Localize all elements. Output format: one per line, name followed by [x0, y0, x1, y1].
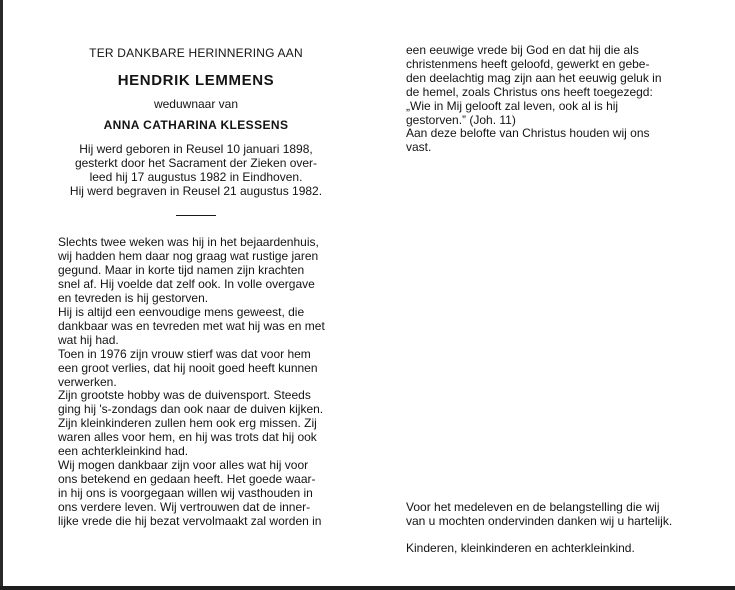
- text-line: een achterkleinkind had.: [58, 444, 189, 459]
- text-line: Hij is altijd een eenvoudige mens geweest, die: [58, 304, 305, 319]
- bio-line: Hij werd geboren in Reusel 10 januari 1898,: [79, 141, 313, 156]
- text-line: gegund. Maar in korte tijd namen zijn krachten: [58, 263, 305, 278]
- text-line: christenmens heeft geloofd, gewerkt en gebe-: [406, 56, 650, 71]
- text-line: Zijn grootste hobby was de duivensport. Steeds: [58, 388, 311, 403]
- left-body-text: [58, 236, 334, 528]
- text-line: wij hadden hem daar nog graag wat rustige jaren: [58, 249, 319, 264]
- text-line: Slechts twee weken was hij in het bejaardenhuis,: [58, 235, 319, 250]
- text-line: snel af. Hij voelde dat zelf ook. In volle overgave: [58, 277, 315, 292]
- family-signoff: Kinderen, kleinkinderen en achterkleinkind.: [406, 541, 635, 555]
- bio-line: leed hij 17 augustus 1982 in Eindhoven.: [89, 169, 303, 184]
- text-line: lijke vrede die hij bezat vervolmaakt zal worden in: [58, 513, 322, 528]
- text-line: Aan deze belofte van Christus houden wij ons: [406, 126, 650, 141]
- card-left-edge: [0, 0, 3, 590]
- deceased-name: HENDRIK LEMMENS: [117, 71, 275, 89]
- text-line: in hij ons is voorgegaan willen wij vasthouden in: [58, 485, 313, 500]
- text-line: Zijn kleinkinderen zullen hem ook erg missen. Zij: [58, 416, 317, 431]
- text-line: ons betekend en gedaan heeft. Het goede waar-: [58, 471, 316, 486]
- text-line: dankbaar was en tevreden met wat hij was en met: [58, 318, 325, 333]
- text-line: en tevreden is hij gestorven.: [58, 291, 209, 306]
- text-line: ging hij 's-zondags dan ook naar de duiven kijken.: [58, 402, 324, 417]
- bio-line: gesterkt door het Sacrament der Zieken over-: [74, 155, 318, 170]
- thanks-note: [406, 501, 706, 529]
- text-line: een groot verlies, dat hij nooit goed heeft kunnen: [58, 360, 318, 375]
- thanks-line: Voor het medeleven en de belangstelling die wij: [406, 500, 660, 514]
- card-bottom-edge: [0, 586, 735, 590]
- thanks-line: van u mochten ondervinden danken wij u hartelijk.: [406, 513, 673, 528]
- divider-rule: [176, 215, 216, 216]
- bio-block: [58, 143, 334, 199]
- relation-text: weduwnaar van: [153, 96, 239, 111]
- text-line: den deelachtig mag zijn aan het eeuwig geluk in: [406, 70, 662, 85]
- text-line: Wij mogen dankbaar zijn voor alles wat hij voor: [58, 457, 309, 472]
- text-line: ons verdere leven. Wij vertrouwen dat de inner-: [58, 499, 311, 514]
- bio-line: Hij werd begraven in Reusel 21 augustus 1982.: [69, 183, 323, 198]
- text-line: de hemel, zoals Christus ons heeft toegezegd:: [406, 84, 653, 99]
- text-line: Toen in 1976 zijn vrouw stierf was dat voor hem: [58, 346, 311, 361]
- text-line: verwerken.: [58, 374, 117, 389]
- right-column: [406, 44, 698, 155]
- text-line: een eeuwige vrede bij God en dat hij die als: [406, 43, 639, 57]
- left-column: [58, 44, 334, 528]
- text-line: gestorven.” (Joh. 11): [406, 112, 516, 127]
- spouse-name: ANNA CATHARINA KLESSENS: [103, 117, 289, 132]
- text-line: wat hij had.: [58, 332, 119, 347]
- text-line: vast.: [406, 140, 432, 155]
- dedication-heading: TER DANKBARE HERINNERING AAN: [89, 46, 303, 60]
- text-line: waren alles voor hem, en hij was trots dat hij ook: [58, 430, 317, 445]
- text-line: „Wie in Mij gelooft zal leven, ook al is hij: [406, 98, 619, 113]
